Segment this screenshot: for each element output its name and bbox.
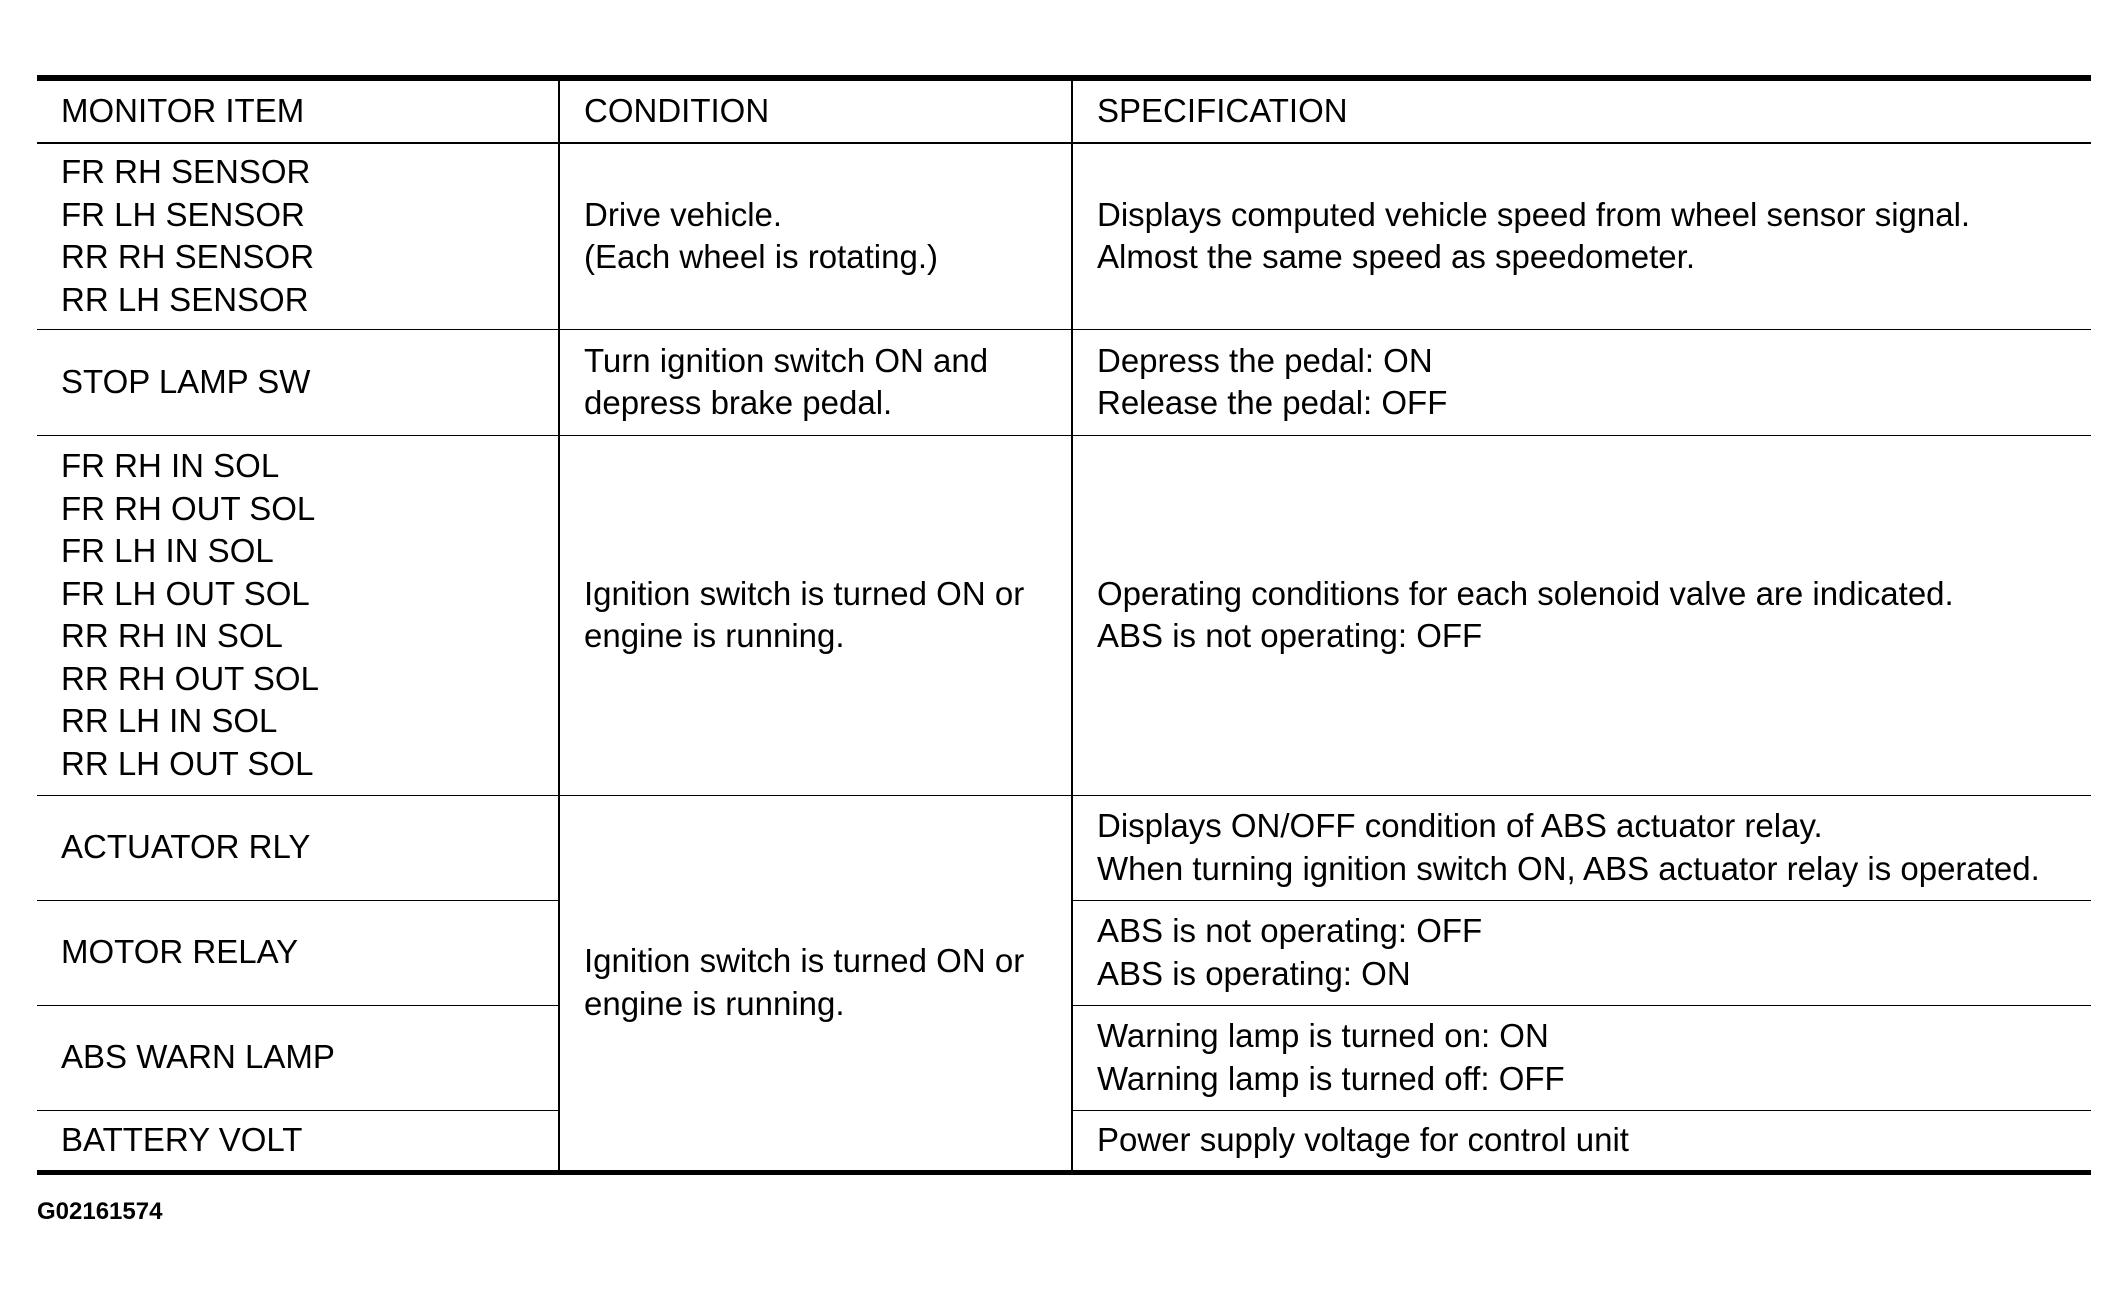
monitor-item-cell [37, 329, 559, 435]
specification-cell [1072, 435, 2091, 795]
specification-cell [1072, 795, 2091, 900]
monitor-item-cell [37, 435, 559, 795]
specification-line: Warning lamp is turned on: ON [1097, 1017, 1549, 1054]
monitor-item-table [37, 75, 2091, 1175]
monitor-item: BATTERY VOLT [61, 1120, 303, 1158]
specification-line: Release the pedal: OFF [1097, 384, 1448, 421]
specification-line: Displays computed vehicle speed from wheel sensor signal. [1097, 195, 1971, 233]
header-row [37, 78, 2091, 143]
monitor-item: RR RH IN SOL [61, 617, 283, 654]
monitor-item: ABS WARN LAMP [61, 1038, 335, 1076]
specification-line: Displays ON/OFF condition of ABS actuator relay. [1097, 807, 1823, 844]
specification-line: Warning lamp is turned off: OFF [1097, 1059, 1565, 1097]
condition-cell [559, 143, 1072, 329]
monitor-item: FR RH OUT SOL [61, 489, 316, 527]
specification-cell [1072, 1005, 2091, 1110]
monitor-item: RR RH OUT SOL [61, 659, 319, 697]
specification-line: Operating conditions for each solenoid valve are indicated. [1097, 574, 1954, 612]
header-monitor-item: MONITOR ITEM [37, 78, 559, 143]
specification-line: When turning ignition switch ON, ABS actuator relay is operated. [1097, 849, 2040, 887]
monitor-item-cell [37, 143, 559, 329]
specification-cell [1072, 1110, 2091, 1172]
specification-line: Depress the pedal: ON [1097, 341, 1433, 379]
figure-id: G02161574 [37, 1198, 163, 1225]
monitor-item: ACTUATOR RLY [61, 828, 311, 866]
table-row [37, 795, 2091, 900]
monitor-item: FR RH SENSOR [61, 153, 311, 191]
condition-line: Ignition switch is turned ON or [584, 574, 1025, 612]
header-condition: CONDITION [559, 78, 1072, 143]
monitor-item: FR LH SENSOR [61, 195, 305, 233]
condition-line: engine is running. [584, 617, 845, 654]
condition-line: depress brake pedal. [584, 384, 893, 421]
monitor-item-cell [37, 1110, 559, 1172]
condition-line: Ignition switch is turned ON or [584, 942, 1025, 979]
monitor-item: RR RH SENSOR [61, 238, 315, 276]
monitor-item: FR RH IN SOL [61, 447, 280, 484]
monitor-item-cell [37, 900, 559, 1005]
condition-line: Turn ignition switch ON and [584, 341, 989, 379]
condition-line: (Each wheel is rotating.) [584, 238, 938, 276]
specification-cell [1072, 329, 2091, 435]
specification-cell [1072, 143, 2091, 329]
monitor-item: RR LH SENSOR [61, 280, 309, 318]
condition-line: Drive vehicle. [584, 195, 783, 233]
specification-line: Almost the same speed as speedometer. [1097, 238, 1695, 276]
specification-cell [1072, 900, 2091, 1005]
monitor-item: RR LH OUT SOL [61, 744, 314, 782]
condition-cell [559, 329, 1072, 435]
specification-line: Power supply voltage for control unit [1097, 1120, 1629, 1158]
monitor-item: MOTOR RELAY [61, 933, 299, 971]
header-specification: SPECIFICATION [1072, 78, 2091, 143]
monitor-item: STOP LAMP SW [61, 362, 311, 400]
condition-cell [559, 435, 1072, 795]
specification-line: ABS is not operating: OFF [1097, 912, 1483, 949]
condition-line: engine is running. [584, 984, 845, 1022]
specification-line: ABS is operating: ON [1097, 954, 1411, 992]
monitor-item: RR LH IN SOL [61, 702, 278, 739]
monitor-item-cell [37, 795, 559, 900]
monitor-item-cell [37, 1005, 559, 1110]
table-row [37, 329, 2091, 435]
monitor-item: FR LH OUT SOL [61, 574, 310, 612]
table-row [37, 143, 2091, 329]
table-row [37, 435, 2091, 795]
monitor-item: FR LH IN SOL [61, 532, 274, 569]
specification-line: ABS is not operating: OFF [1097, 617, 1483, 654]
condition-cell [559, 795, 1072, 1172]
